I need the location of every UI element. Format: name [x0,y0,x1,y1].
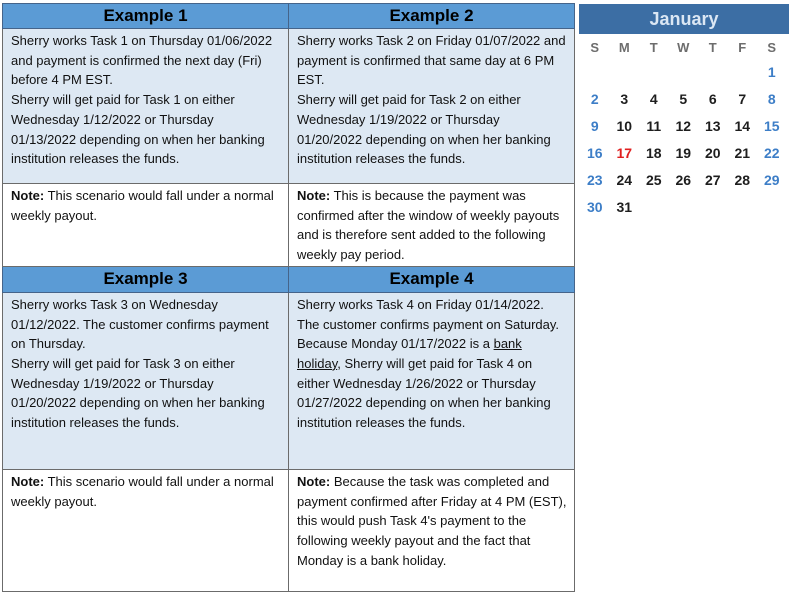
calendar-day: 29 [763,172,780,188]
calendar-day: 18 [645,145,662,161]
calendar-day: 15 [763,118,780,134]
example-2-body [289,29,575,184]
calendar-day: 27 [704,172,721,188]
calendar-day: 6 [708,91,717,107]
calendar-day-holiday: 17 [616,145,633,161]
calendar-day: 9 [590,118,599,134]
example-4-note [289,469,575,591]
bank-holiday-link[interactable]: bank holiday [297,336,522,371]
weekday-header: F [738,40,747,55]
note-label: Note: [297,473,331,489]
example-3-payout: Sherry will get paid for Task 3 on either Wednesday 1/19/2022 or Thursday 01/20/2022 depending on when her banking institution releases the funds. [11,355,265,431]
calendar-day: 26 [675,172,692,188]
example-3-header: Example 3 [3,266,289,292]
weekday-header: M [618,40,630,55]
example-2-note [289,184,575,267]
example-4-payout-post: , Sherry will get paid for Task 4 on either Wednesday 1/26/2022 or Thursday 01/27/2022 depending on when her banking institution releases the funds. [297,355,551,431]
example-4-note-text: Because the task was completed and payment confirmed after Friday at 4 PM (EST), this would push Task 4's payment to the following weekly payout and the fact that Monday is a bank holiday. [297,473,567,568]
calendar-day: 22 [763,145,780,161]
example-1-body [3,29,289,184]
calendar-day: 8 [767,91,776,107]
weekday-header: W [677,40,690,55]
example-3-body [3,292,289,469]
example-1-header: Example 1 [3,4,289,29]
note-label: Note: [11,188,45,203]
example-1-payout: Sherry will get paid for Task 1 on either Wednesday 1/12/2022 or Thursday 01/13/2022 depending on when her banking institution releases the funds. [11,92,265,167]
example-1-scenario: Sherry works Task 1 on Thursday 01/06/2022 and payment is confirmed the next day (Fri) before 4 PM EST. [11,33,273,88]
calendar-day: 14 [734,118,751,134]
calendar-day: 23 [586,172,603,188]
calendar-day: 16 [586,145,603,161]
examples-table [2,3,575,592]
calendar-day: 11 [646,118,662,134]
calendar-day: 19 [675,145,692,161]
calendar-day: 25 [645,172,662,188]
example-4-scenario: Sherry works Task 4 on Friday 01/14/2022. The customer confirms payment on Saturday. [297,296,560,332]
example-4-payout [297,334,567,433]
example-1-note-text: This scenario would fall under a normal weekly payout. [11,188,274,223]
calendar-day: 4 [649,91,658,107]
example-4-body [289,292,575,469]
example-1-note [3,184,289,267]
calendar-day: 2 [590,91,599,107]
calendar-day: 3 [620,91,629,107]
note-label: Note: [297,188,331,203]
calendar-month-title: January [579,4,789,34]
calendar-grid [580,34,789,221]
calendar-day: 7 [738,91,747,107]
example-4-payout-pre: Because Monday 01/17/2022 is a [297,336,494,352]
calendar-day: 28 [734,172,751,188]
example-3-scenario: Sherry works Task 3 on Wednesday 01/12/2022. The customer confirms payment on Thursday. [11,296,269,352]
note-label: Note: [11,473,45,489]
weekday-header: S [590,40,600,55]
calendar-day: 30 [586,199,603,215]
calendar-day: 1 [767,64,776,80]
example-2-scenario: Sherry works Task 2 on Friday 01/07/2022 and payment is confirmed that same day at 6 PM EST. [297,33,566,88]
weekday-header: T [649,40,658,55]
calendar-day: 12 [675,118,692,134]
weekday-header: S [767,40,777,55]
calendar-day: 13 [704,118,721,134]
example-2-header: Example 2 [289,4,575,29]
example-2-payout: Sherry will get paid for Task 2 on either Wednesday 1/19/2022 or Thursday 01/20/2022 depending on when her banking institution releases the funds. [297,92,551,167]
calendar-day: 24 [616,172,633,188]
weekday-header: T [708,40,717,55]
example-2-note-text: This is because the payment was confirmed after the window of weekly payouts and is therefore sent added to the following weekly pay period. [297,188,560,263]
january-calendar [579,4,789,236]
calendar-day: 31 [616,199,633,215]
calendar-day: 10 [616,118,633,134]
example-4-header: Example 4 [289,266,575,292]
calendar-day: 21 [734,145,751,161]
example-3-note-text: This scenario would fall under a normal weekly payout. [11,473,274,509]
example-3-note [3,469,289,591]
calendar-day: 5 [679,91,688,107]
calendar-day: 20 [704,145,721,161]
